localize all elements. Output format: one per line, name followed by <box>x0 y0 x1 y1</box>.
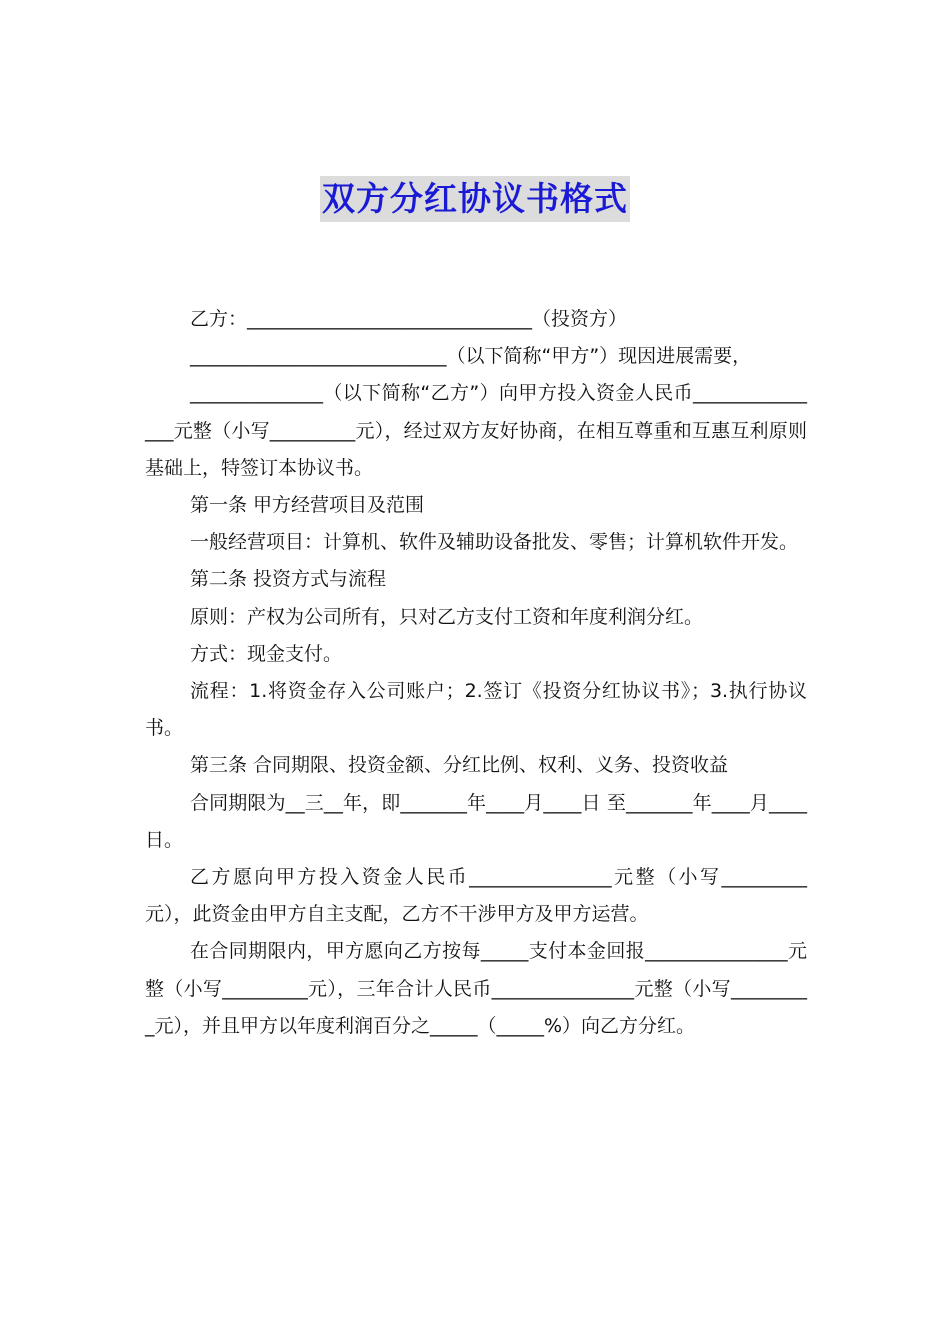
title-container <box>0 176 950 222</box>
paragraph-method: 方式：现金支付。 <box>190 642 343 665</box>
article-1-heading: 第一条 甲方经营项目及范围 <box>190 494 425 517</box>
paragraph-returns: 在合同期限内，甲方愿向乙方按每_____支付本金回报_______________元整（小写_________元），三年合计人民币_______________元整（小写_________元），并且甲方以年度利润百分之_____（_____%）向乙方分红。 <box>145 940 807 1037</box>
paragraph-party-b: 乙方：______________________________（投资方） <box>190 308 628 330</box>
paragraph-investment-amount: 乙方愿向甲方投入资金人民币_______________元整（小写_________元），此资金由甲方自主支配，乙方不干涉甲方及甲方运营。 <box>145 866 807 926</box>
paragraph-principle: 原则：产权为公司所有，只对乙方支付工资和年度利润分红。 <box>190 605 704 628</box>
paragraph-party-a: ___________________________（以下简称“甲方”）现因进展需要， <box>190 345 752 368</box>
article-2-heading: 第二条 投资方式与流程 <box>190 568 387 591</box>
article-3-heading: 第三条 合同期限、投资金额、分红比例、权利、义务、投资收益 <box>190 754 729 777</box>
document-title: 双方分红协议书格式 <box>320 176 630 222</box>
paragraph-process: 流程：1.将资金存入公司账户；2.签订《投资分红协议书》；3.执行协议书。 <box>145 680 807 740</box>
paragraph-investment-intro: ______________（以下简称“乙方”）向甲方投入资金人民币_______________元整（小写_________元），经过双方友好协商，在相互尊重和互惠互利原则基础上，特签订本协议书。 <box>145 382 807 479</box>
document-body <box>145 301 807 1045</box>
paragraph-business-scope: 一般经营项目：计算机、软件及辅助设备批发、零售；计算机软件开发。 <box>190 531 799 554</box>
paragraph-term: 合同期限为__三__年，即_______年____月____日 至_______年____月____日。 <box>145 791 807 851</box>
